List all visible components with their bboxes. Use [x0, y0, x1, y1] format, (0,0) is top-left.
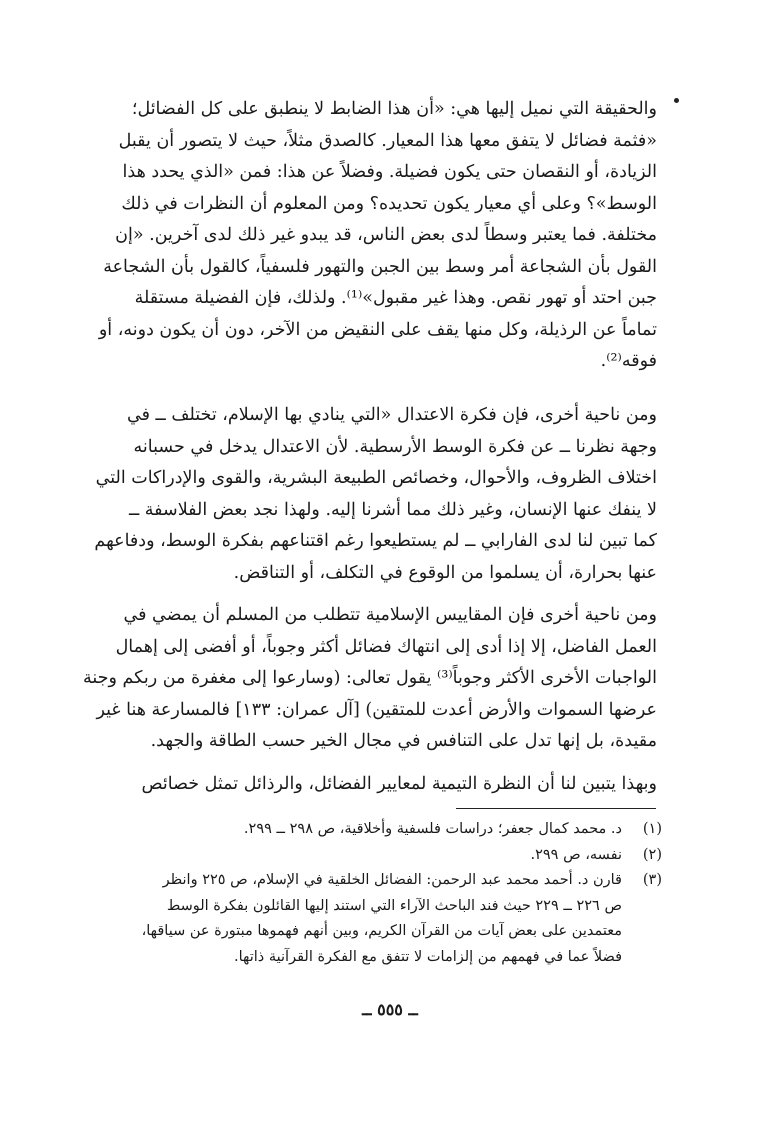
footnote-2: [117, 843, 662, 869]
paragraph-line: الزيادة، أو النقصان حتى يكون فضيلة. وفضلاً عن هذا: فمن «الذي يحدد هذا: [122, 162, 657, 182]
paragraph-line: فوقه⁽²⁾.: [600, 351, 657, 371]
footnote-3: [117, 868, 662, 970]
footnote-line: د. محمد كمال جعفر؛ دراسات فلسفية وأخلاقية، ص ٢٩٨ ــ ٢٩٩.: [243, 821, 622, 837]
paragraph-1: [98, 94, 657, 378]
footnote-text: [117, 817, 622, 843]
paragraph-line: ومن ناحية أخرى، فإن فكرة الاعتدال «التي ينادي بها الإسلام، تختلف ــ في: [127, 405, 657, 425]
footnote-line: قارن د. أحمد محمد عبد الرحمن: الفضائل الخلقية في الإسلام، ص ٢٢٥ وانظر: [162, 872, 622, 888]
paragraph-2: [94, 400, 657, 589]
footnote-number: (١): [642, 821, 662, 837]
footnote-text: [117, 843, 622, 869]
footnote-number: (٢): [642, 846, 662, 863]
paragraph-line: مقيدة، بل إنها تدل على التنافس في مجال الخير حسب الطاقة والجهد.: [150, 731, 657, 751]
paragraph-line: الواجبات الأخرى الأكثر وجوباً⁽³⁾ يقول تعالى: (وسارعوا إلى مغفرة من ربكم وجنة: [83, 668, 657, 688]
paragraph-line: «فثمة فضائل لا يتفق معها هذا المعيار. كالصدق مثلاً، حيث لا يتصور أن يقبل: [118, 130, 657, 151]
footnote-text: [117, 868, 622, 970]
footnote-divider: [456, 808, 656, 809]
footnote-1: [117, 817, 662, 843]
paragraph-line: القول بأن الشجاعة أمر وسط بين الجبن والتهور فلسفياً، كالقول بأن الشجاعة: [103, 256, 657, 277]
bullet-mark: [674, 98, 679, 103]
paragraph-line: تماماً عن الرذيلة، وكل منها يقف على النقيض من الآخر، دون أن يكون دونه، أو: [98, 319, 657, 340]
paragraph-line: لا ينفك عنها الإنسان، وغير ذلك مما أشرنا إليه. ولهذا نجد بعض الفلاسفة ــ: [128, 499, 657, 520]
footnotes: [117, 817, 662, 970]
footnote-line: معتمدين على بعض آيات من القرآن الكريم، وبين أنهم فهموها مبتورة عن سياقها،: [141, 923, 622, 939]
paragraph-line: الوسط»؟ وعلى أي معيار يكون تحديده؟ ومن المعلوم أن النظرات في ذلك: [121, 193, 657, 214]
paragraph-line: اختلاف الظروف، والأحوال، وخصائص الطبيعة البشرية، والقوى والإدراكات التي: [95, 468, 657, 488]
paragraph-line: ومن ناحية أخرى فإن المقاييس الإسلامية تتطلب من المسلم أن يمضي في: [123, 605, 657, 625]
paragraph-line: عنها بحرارة، أن يسلموا من الوقوع في التكلف، أو التناقض.: [233, 562, 657, 583]
footnote-line: نفسه، ص ٢٩٩.: [530, 846, 622, 863]
paragraph-line: والحقيقة التي نميل إليها هي: «أن هذا الضابط لا ينطبق على كل الفضائل؛: [131, 99, 657, 119]
paragraph-3: [83, 600, 657, 758]
footnote-number: (٣): [642, 872, 662, 888]
paragraph-line: العمل الفاضل، إلا إذا أدى إلى انتهاك فضائل أكثر وجوباً، أو أفضى إلى إهمال: [115, 636, 657, 657]
paragraph-line: جبن احتد أو تهور نقص. وهذا غير مقبول»⁽¹⁾. ولذلك، فإن الفضيلة مستقلة: [134, 288, 657, 308]
paragraph-line: مختلفة. فما يعتبر وسطاً لدى بعض الناس، قد يبدو غير ذلك لدى آخرين. «إن: [115, 225, 657, 245]
page-number: ــ ٥٥٥ ــ: [362, 1000, 418, 1019]
footnote-line: ص ٢٢٦ ــ ٢٢٩ حيث فند الباحث الآراء التي استند إليها القائلون بفكرة الوسط: [166, 897, 622, 914]
paragraph-line: وبهذا يتبين لنا أن النظرة التيمية لمعايير الفضائل، والرذائل تمثل خصائص: [141, 774, 657, 794]
paragraph-line: كما تبين لنا لدى الفارابي ــ لم يستطيعوا رغم اقتناعهم بفكرة الوسط، ودفاعهم: [94, 531, 657, 551]
footnote-line: فضلاً عما في فهمهم من إلزامات لا تتفق مع الفكرة القرآنية ذاتها.: [234, 948, 622, 965]
paragraph-line: وجهة نظرنا ــ عن فكرة الوسط الأرسطية. لأن الاعتدال يدخل في حسبانه: [133, 436, 657, 457]
paragraph-4: [117, 769, 657, 801]
paragraph-line: عرضها السموات والأرض أعدت للمتقين) [آل عمران: ١٣٣] فالمسارعة هنا غير: [96, 699, 657, 720]
